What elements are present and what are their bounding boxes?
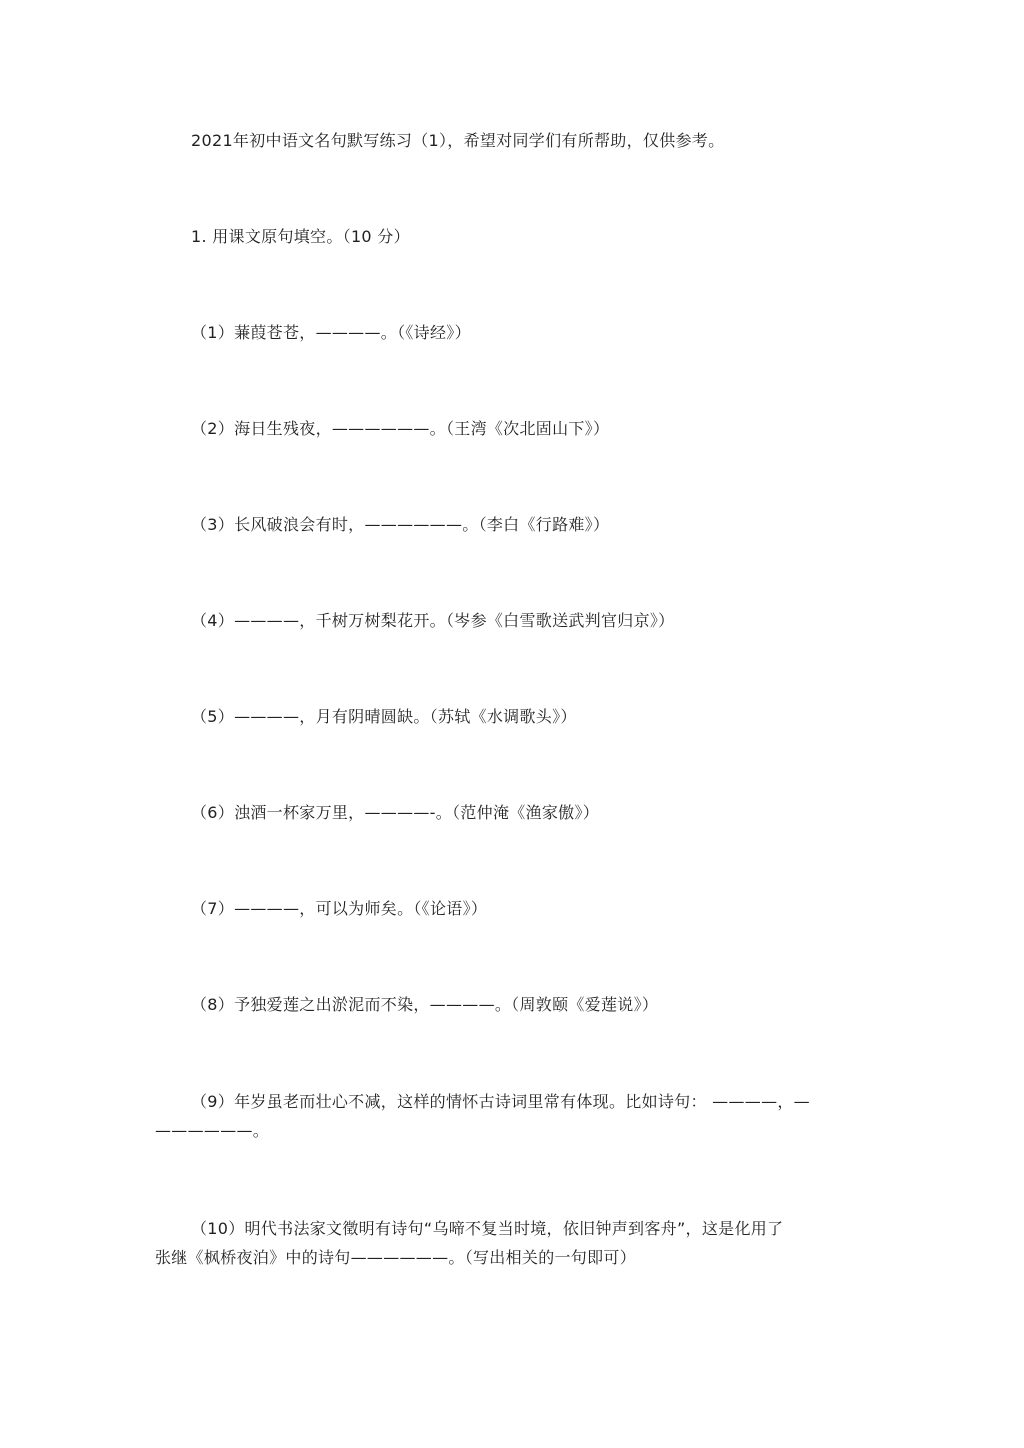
- fill-item-10: [155, 1214, 875, 1272]
- fill-item-9-line1: （9）年岁虽老而壮心不减，这样的情怀古诗词里常有体现。比如诗句： ————，—: [191, 1092, 810, 1111]
- fill-item-5: （5）————，月有阴晴圆缺。（苏轼《水调歌头》）: [191, 707, 577, 726]
- fill-item-4: （4）————，千树万树梨花开。（岑参《白雪歌送武判官归京》）: [191, 611, 675, 630]
- question-title: 1. 用课文原句填空。（10 分）: [191, 227, 410, 246]
- intro-text: 2021年初中语文名句默写练习（1），希望对同学们有所帮助，仅供参考。: [191, 131, 725, 150]
- fill-item-7: （7）————，可以为师矣。（《论语》）: [191, 899, 488, 918]
- fill-item-3: （3）长风破浪会有时，——————。（李白《行路难》）: [191, 515, 610, 534]
- fill-item-10-line1: （10）明代书法家文徵明有诗句“乌啼不复当时境，依旧钟声到客舟”，这是化用了: [191, 1219, 784, 1238]
- fill-item-2: （2）海日生残夜，——————。（王湾《次北固山下》）: [191, 419, 610, 438]
- fill-item-6: （6）浊酒一杯家万里，————-。（范仲淹《渔家傲》）: [191, 803, 600, 822]
- fill-item-9-line2: ——————。: [155, 1121, 270, 1140]
- fill-item-10-line2: 张继《枫桥夜泊》中的诗句——————。（写出相关的一句即可）: [155, 1248, 637, 1267]
- fill-item-9: [155, 1087, 875, 1145]
- fill-item-1: （1）蒹葭苍苍，————。（《诗经》）: [191, 323, 471, 342]
- fill-item-8: （8）予独爱莲之出淤泥而不染，————。（周敦颐《爱莲说》）: [191, 995, 659, 1014]
